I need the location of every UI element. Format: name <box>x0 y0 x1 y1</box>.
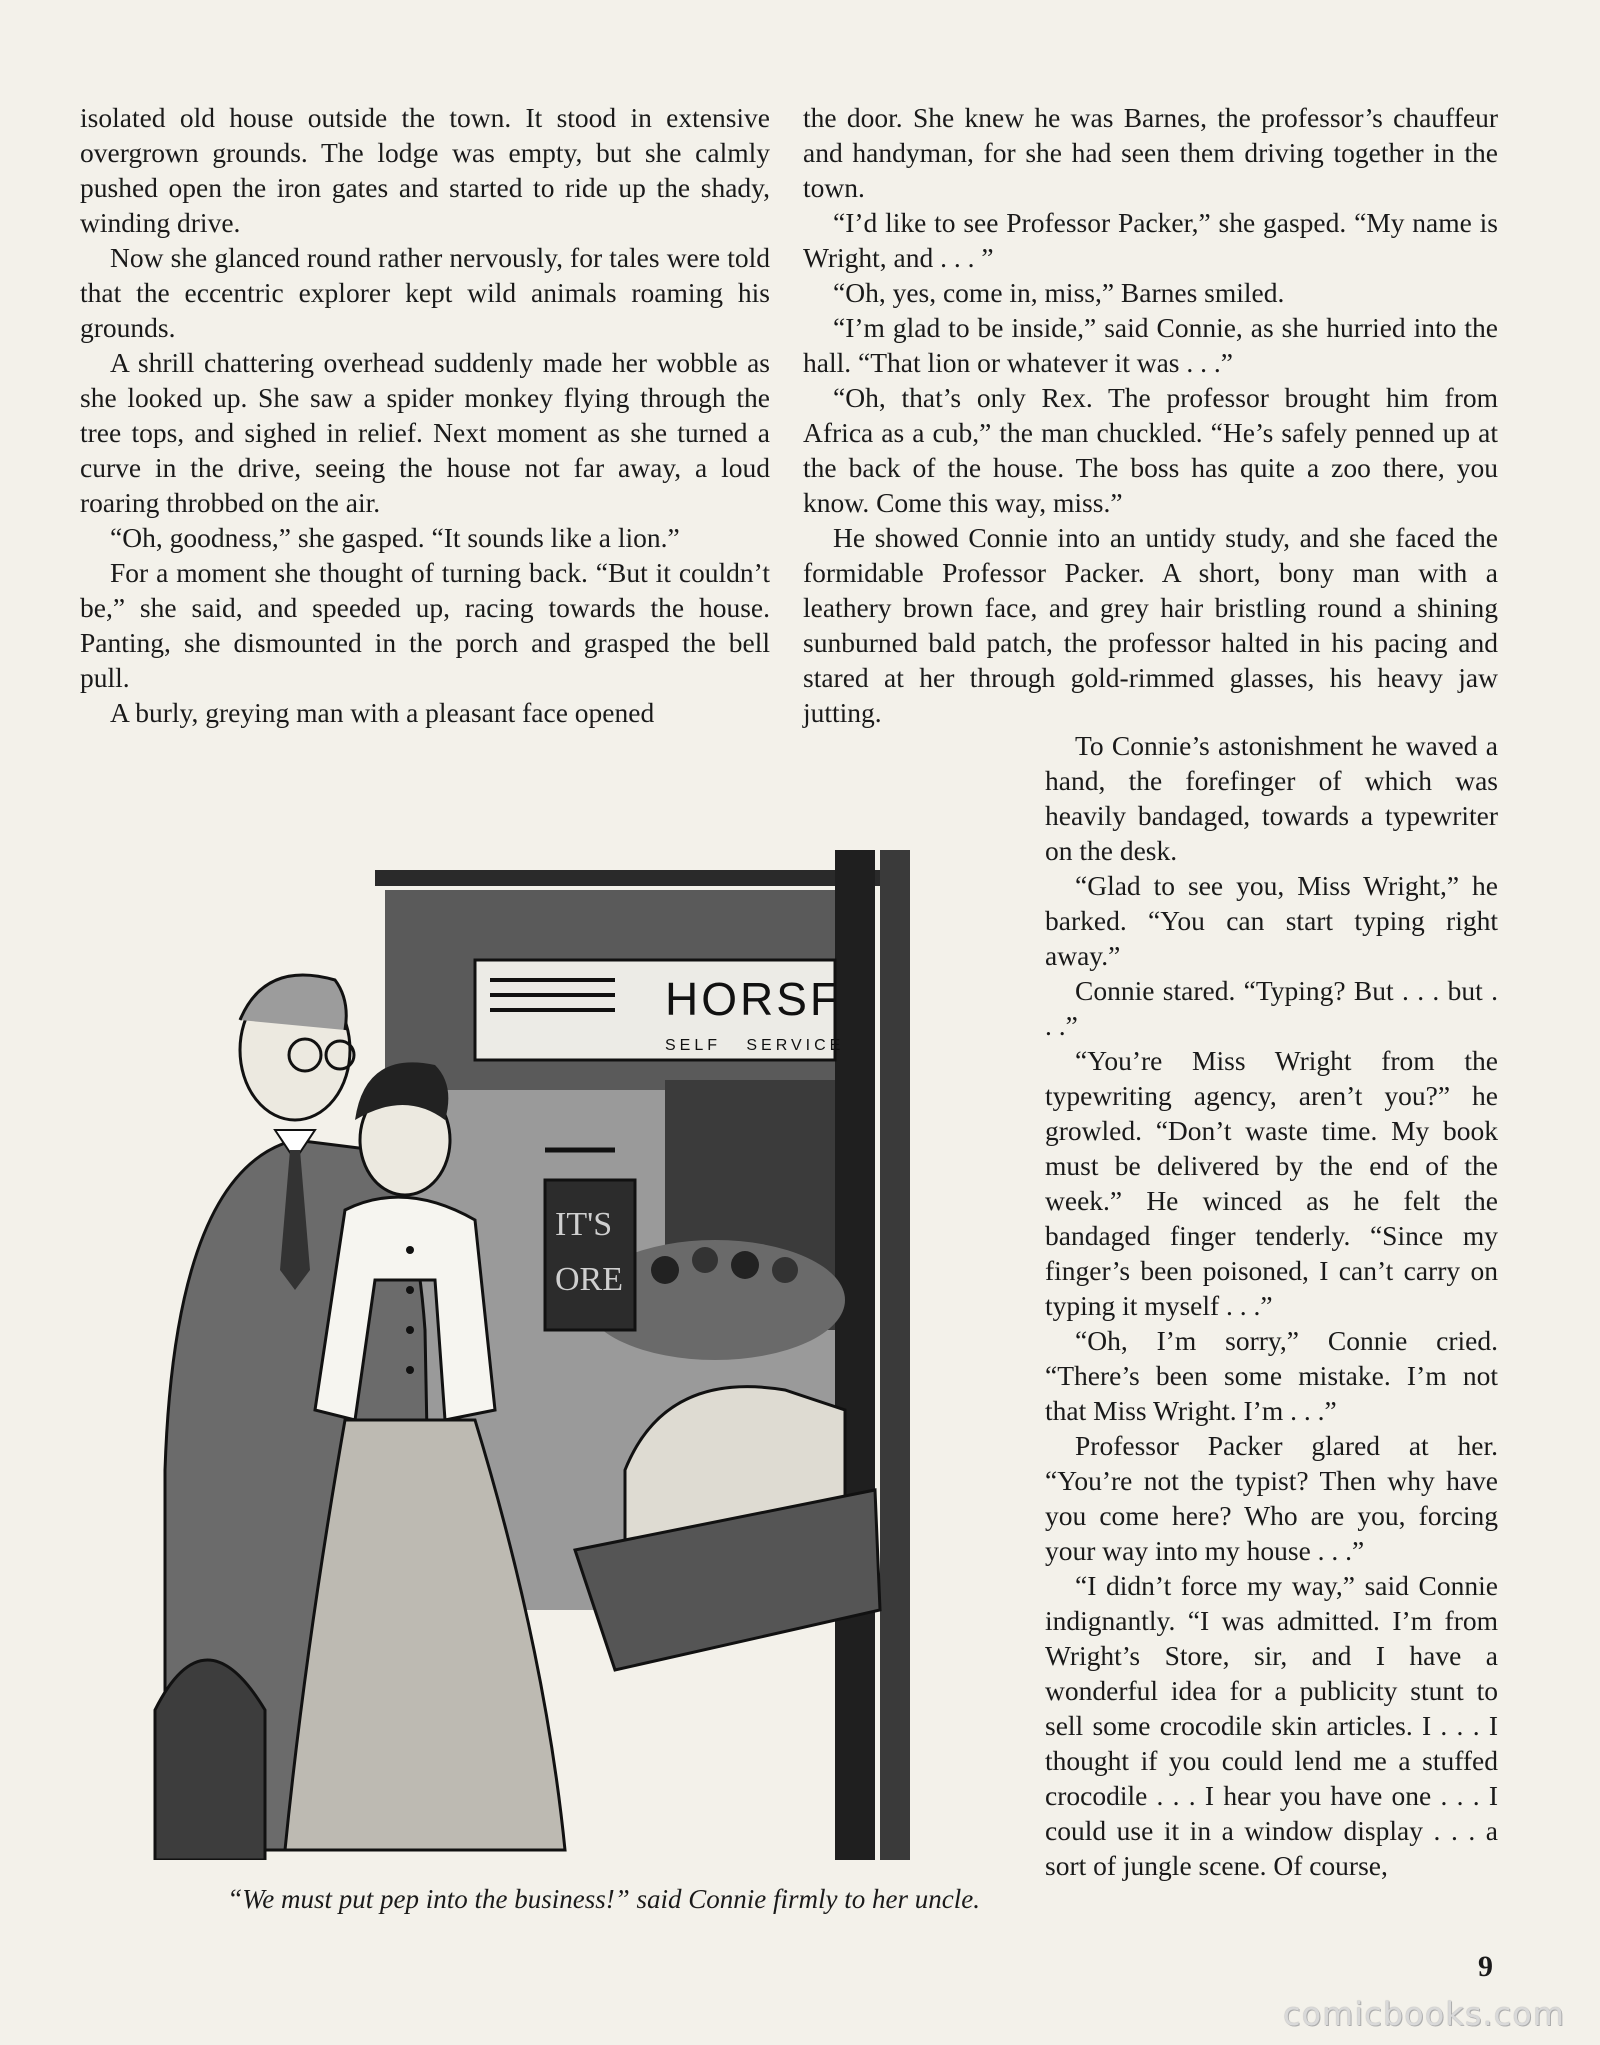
story-paragraph: He showed Connie into an untidy study, and she faced the formidable Professor Packer. A short, bony man with a leathery brown face, and grey hair bristling round a shining sunburned bald patch, the professor halted in his pacing and stared at her through gold-rimmed glasses, his heavy jaw jutting. <box>803 522 1498 728</box>
story-paragraph: Now she glanced round rather nervously, for tales were told that the eccentric explorer kept wild animals roaming his grounds. <box>80 242 770 343</box>
story-paragraph: For a moment she thought of turning back. “But it couldn’t be,” she said, and speeded up, racing towards the house. Panting, she dismounted in the porch and grasped the bell pull. <box>80 557 770 693</box>
illustration-caption: “We must put pep into the business!” said Connie firmly to her uncle. <box>227 1884 980 1914</box>
story-paragraph: A shrill chattering overhead suddenly made her wobble as she looked up. She saw a spider monkey flying through the tree tops, and sighed in relief. Next moment as she turned a curve in the drive, seeing the house not far away, a loud roaring throbbed on the air. <box>80 347 770 518</box>
story-paragraph: “I’d like to see Professor Packer,” she gasped. “My name is Wright, and . . . ” <box>803 207 1498 273</box>
shop-sign-subtext: SELF SERVICE <box>665 1037 845 1054</box>
story-paragraph: A burly, greying man with a pleasant face opened <box>110 697 655 728</box>
story-paragraph: isolated old house outside the town. It stood in extensive overgrown grounds. The lodge was empty, but she calmly pushed open the iron gates and started to ride up the shady, winding drive. <box>80 102 770 238</box>
story-paragraph: “Oh, yes, come in, miss,” Barnes smiled. <box>833 277 1285 308</box>
shop-sign-text: HORSF <box>665 973 841 1025</box>
story-paragraph: “Glad to see you, Miss Wright,” he barked. “You can start typing right away.” <box>1045 870 1498 971</box>
story-paragraph: “You’re Miss Wright from the typewriting agency, aren’t you?” he growled. “Don’t waste time. My book must be delivered by the end of the week.” He winced as he felt the bandaged finger tenderly. “Since my finger’s been poisoned, I can’t carry on typing it myself . . .” <box>1045 1045 1498 1321</box>
story-paragraph: “Oh, goodness,” she gasped. “It sounds like a lion.” <box>110 522 680 553</box>
story-paragraph: “Oh, I’m sorry,” Connie cried. “There’s been some mistake. I’m not that Miss Wright. I’m . . .” <box>1045 1325 1498 1426</box>
hanging-sign-line1: IT'S <box>555 1206 613 1243</box>
story-illustration <box>145 850 950 1860</box>
story-paragraph: Connie stared. “Typing? But . . . but . . .” <box>1045 975 1498 1041</box>
hanging-sign-line2: ORE <box>555 1261 623 1298</box>
text-column-left <box>80 100 770 730</box>
story-paragraph: To Connie’s astonishment he waved a hand, the forefinger of which was heavily bandaged, towards a typewriter on the desk. <box>1045 730 1498 866</box>
text-column-middle <box>803 100 1498 730</box>
story-paragraph: Professor Packer glared at her. “You’re not the typist? Then why have you come here? Who are you, forcing your way into my house . . .” <box>1045 1430 1498 1566</box>
story-paragraph: the door. She knew he was Barnes, the professor’s chauffeur and handyman, for she had seen them driving together in the town. <box>803 102 1498 203</box>
story-paragraph: “I’m glad to be inside,” said Connie, as she hurried into the hall. “That lion or whatever it was . . .” <box>803 312 1498 378</box>
story-paragraph: “I didn’t force my way,” said Connie indignantly. “I was admitted. I’m from Wright’s Store, sir, and I have a wonderful idea for a publicity stunt to sell some crocodile skin articles. I . . . I thought if you could lend me a stuffed crocodile . . . I hear you have one . . . I could use it in a window display . . . a sort of jungle scene. Of course, <box>1045 1570 1498 1881</box>
text-column-right <box>1045 728 1498 1883</box>
page-number: 9 <box>1478 1950 1493 1983</box>
watermark: comicbooks.com <box>1283 1995 1566 2033</box>
story-paragraph: “Oh, that’s only Rex. The professor brought him from Africa as a cub,” the man chuckled. “He’s safely penned up at the back of the house. The boss has quite a zoo there, you know. Come this way, miss.” <box>803 382 1498 518</box>
